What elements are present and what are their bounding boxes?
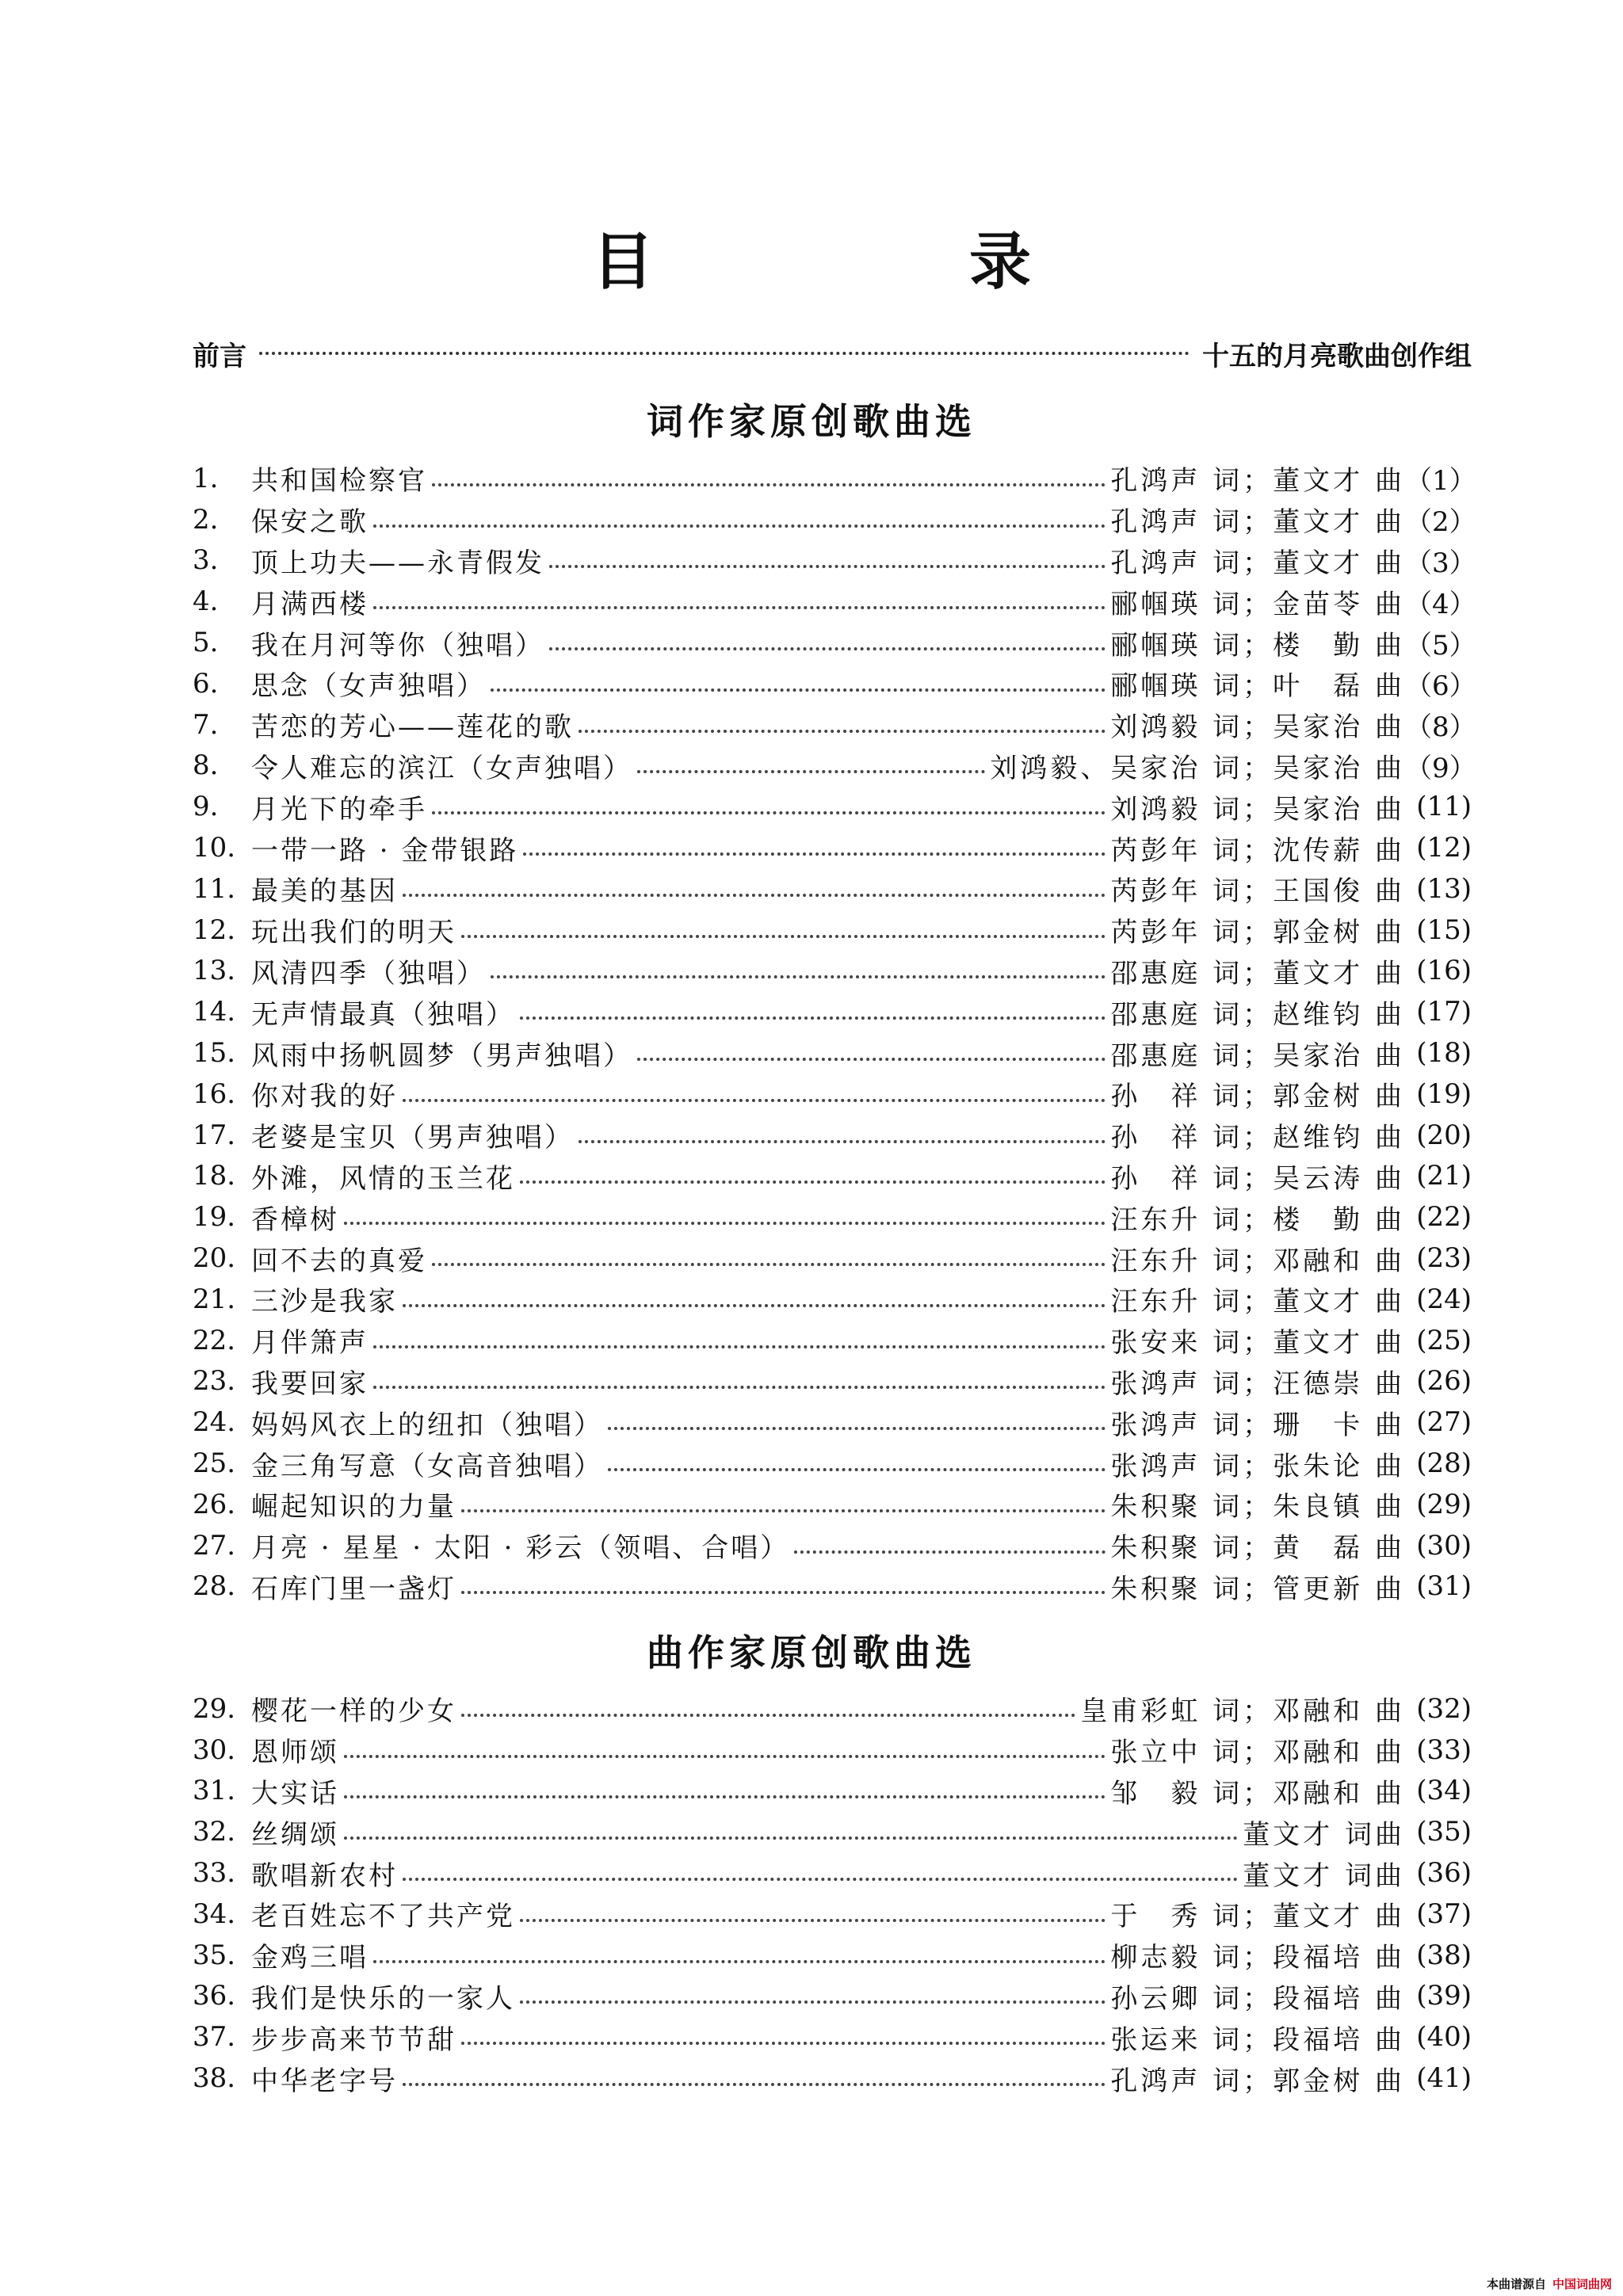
leader-dots bbox=[373, 524, 1106, 528]
entry-title: 月光下的牵手 bbox=[251, 793, 427, 826]
entry-title: 风清四季（独唱） bbox=[251, 957, 486, 990]
leader-dots bbox=[403, 1878, 1238, 1881]
entry-number: 2. bbox=[193, 503, 219, 536]
leader-dots bbox=[259, 352, 1190, 355]
entry-author: 孔鸿声 词；董文才 曲 bbox=[1110, 465, 1405, 498]
entry-title: 玩出我们的明天 bbox=[251, 917, 456, 949]
entry-author: 郦帼瑛 词；楼 勤 曲 bbox=[1110, 629, 1405, 662]
toc-entry[interactable] bbox=[193, 458, 1476, 499]
toc-entry[interactable] bbox=[193, 581, 1476, 622]
entry-title: 恩师颂 bbox=[251, 1737, 339, 1769]
entry-author: 于 秀 词；董文才 曲 bbox=[1110, 1901, 1405, 1933]
entry-page: (40) bbox=[1416, 2021, 1472, 2054]
leader-dots bbox=[520, 1180, 1106, 1184]
toc-entry[interactable] bbox=[193, 1115, 1472, 1156]
entry-page: (36) bbox=[1416, 1857, 1472, 1890]
entry-title: 金三角写意（女高音独唱） bbox=[251, 1450, 603, 1482]
entry-page: (27) bbox=[1416, 1406, 1472, 1439]
entry-author: 孙 祥 词；赵维钧 曲 bbox=[1110, 1122, 1405, 1154]
entry-number: 18. bbox=[193, 1160, 236, 1192]
entry-page: （3） bbox=[1405, 547, 1476, 579]
toc-entry[interactable] bbox=[193, 1976, 1472, 2017]
toc-entry[interactable] bbox=[193, 1894, 1472, 1935]
entry-number: 35. bbox=[193, 1939, 236, 1971]
toc-entry[interactable] bbox=[193, 786, 1472, 827]
entry-title: 一带一路 · 金带银路 bbox=[251, 834, 519, 867]
entry-author: 孙云卿 词；段福培 曲 bbox=[1110, 1982, 1405, 2015]
entry-title: 妈妈风衣上的纽扣（独唱） bbox=[251, 1409, 603, 1441]
entry-title: 外滩，风情的玉兰花 bbox=[251, 1162, 515, 1195]
leader-dots bbox=[403, 1304, 1106, 1307]
entry-title: 歌唱新农村 bbox=[251, 1859, 398, 1892]
entry-number: 8. bbox=[193, 749, 219, 782]
toc-entry[interactable] bbox=[193, 1852, 1472, 1894]
leader-dots bbox=[549, 647, 1106, 650]
leader-dots bbox=[461, 1509, 1106, 1512]
entry-number: 11. bbox=[193, 872, 236, 905]
entry-page: (13) bbox=[1416, 872, 1472, 905]
entry-number: 6. bbox=[193, 667, 219, 700]
toc-entry[interactable] bbox=[193, 1156, 1472, 1197]
leader-dots bbox=[637, 770, 985, 773]
entry-number: 25. bbox=[193, 1447, 236, 1480]
entry-title: 丝绸颂 bbox=[251, 1818, 339, 1851]
entry-title: 石库门里一盏灯 bbox=[251, 1573, 456, 1605]
toc-entry[interactable] bbox=[193, 1402, 1472, 1443]
entry-title: 我们是快乐的一家人 bbox=[251, 1982, 515, 2015]
footer-brand[interactable]: 中国词曲网 bbox=[1552, 2277, 1612, 2291]
entry-number: 32. bbox=[193, 1816, 236, 1848]
entry-author: 朱积聚 词；管更新 曲 bbox=[1110, 1573, 1405, 1605]
toc-entry[interactable] bbox=[193, 868, 1472, 910]
section-heading-composers: 曲作家原创歌曲选 bbox=[647, 1631, 976, 1674]
leader-dots bbox=[344, 1795, 1106, 1798]
entry-author: 朱积聚 词；黄 磊 曲 bbox=[1110, 1532, 1405, 1565]
leader-dots bbox=[461, 935, 1106, 938]
entry-title: 令人难忘的滨江（女声独唱） bbox=[251, 752, 632, 784]
entry-author: 芮彭年 词；王国俊 曲 bbox=[1110, 875, 1405, 908]
entry-number: 9. bbox=[193, 791, 219, 823]
toc-entry[interactable] bbox=[193, 1771, 1472, 1812]
toc-entry[interactable] bbox=[193, 1730, 1472, 1771]
entry-title: 共和国检察官 bbox=[251, 465, 427, 498]
toc-entry[interactable] bbox=[193, 1032, 1472, 1074]
leader-dots bbox=[403, 1099, 1106, 1102]
entry-page: (38) bbox=[1416, 1939, 1472, 1971]
entry-title: 步步高来节节甜 bbox=[251, 2023, 456, 2056]
entry-author: 张运来 词；段福培 曲 bbox=[1110, 2023, 1405, 2056]
entry-title: 顶上功夫——永青假发 bbox=[251, 547, 544, 579]
page-title: 目 录 bbox=[591, 227, 1158, 298]
entry-author: 董文才 词曲 bbox=[1243, 1818, 1405, 1851]
entry-number: 34. bbox=[193, 1897, 236, 1930]
entry-title: 月伴箫声 bbox=[251, 1327, 369, 1360]
entry-author: 董文才 词曲 bbox=[1243, 1859, 1405, 1892]
entry-title: 三沙是我家 bbox=[251, 1286, 398, 1318]
entry-author: 孙 祥 词；吴云涛 曲 bbox=[1110, 1162, 1405, 1195]
entry-page: (17) bbox=[1416, 996, 1472, 1028]
toc-entry[interactable] bbox=[193, 1811, 1472, 1852]
entry-author: 朱积聚 词；朱良镇 曲 bbox=[1110, 1491, 1405, 1524]
entry-title: 老百姓忘不了共产党 bbox=[251, 1901, 515, 1933]
entry-author: 张安来 词；董文才 曲 bbox=[1110, 1327, 1405, 1360]
entry-number: 37. bbox=[193, 2021, 236, 2054]
leader-dots bbox=[344, 1755, 1106, 1758]
entry-page: （9） bbox=[1405, 752, 1476, 784]
leader-dots bbox=[491, 975, 1106, 978]
entry-page: (16) bbox=[1416, 955, 1472, 987]
toc-entry[interactable] bbox=[193, 499, 1476, 540]
entry-number: 33. bbox=[193, 1857, 236, 1890]
entry-number: 20. bbox=[193, 1242, 236, 1275]
toc-entry[interactable] bbox=[193, 1566, 1472, 1608]
entry-page: (41) bbox=[1416, 2062, 1472, 2095]
entry-page: (29) bbox=[1416, 1488, 1472, 1520]
entry-number: 17. bbox=[193, 1119, 236, 1151]
leader-dots bbox=[373, 1345, 1106, 1348]
entry-title: 金鸡三唱 bbox=[251, 1942, 369, 1974]
entry-author: 张鸿声 词；张朱论 曲 bbox=[1110, 1450, 1405, 1482]
entry-author: 汪东升 词；楼 勤 曲 bbox=[1110, 1203, 1405, 1236]
entry-author: 汪东升 词；董文才 曲 bbox=[1110, 1286, 1405, 1318]
entry-number: 12. bbox=[193, 913, 236, 946]
entry-title: 月满西楼 bbox=[251, 588, 369, 620]
entry-page: （4） bbox=[1405, 588, 1476, 620]
leader-dots bbox=[637, 1058, 1106, 1061]
entry-page: (15) bbox=[1416, 913, 1472, 946]
leader-dots bbox=[549, 565, 1106, 568]
entry-page: (25) bbox=[1416, 1324, 1472, 1356]
entry-page: （1） bbox=[1405, 465, 1476, 498]
entry-number: 7. bbox=[193, 708, 219, 741]
entry-page: (11) bbox=[1416, 791, 1472, 823]
leader-dots bbox=[579, 1140, 1106, 1143]
entry-page: （6） bbox=[1405, 670, 1476, 703]
footer-source bbox=[1487, 2275, 1612, 2292]
entry-page: （2） bbox=[1405, 506, 1476, 539]
leader-dots bbox=[520, 1919, 1106, 1922]
entry-page: (37) bbox=[1416, 1897, 1472, 1930]
toc-entry[interactable] bbox=[193, 622, 1476, 663]
entry-author: 张鸿声 词；珊 卡 曲 bbox=[1110, 1409, 1405, 1441]
toc-entry[interactable] bbox=[193, 1484, 1472, 1525]
entry-author: 芮彭年 词；沈传薪 曲 bbox=[1110, 834, 1405, 867]
entry-page: (12) bbox=[1416, 832, 1472, 864]
entry-title: 回不去的真爱 bbox=[251, 1245, 427, 1277]
toc-entry[interactable] bbox=[193, 2058, 1472, 2099]
leader-dots bbox=[520, 2000, 1106, 2004]
toc-entry[interactable] bbox=[193, 540, 1476, 582]
toc-entry[interactable] bbox=[193, 663, 1476, 704]
toc-entry[interactable] bbox=[193, 1443, 1472, 1484]
leader-dots bbox=[373, 1386, 1106, 1389]
entry-title: 月亮 · 星星 · 太阳 · 彩云（领唱、合唱） bbox=[251, 1532, 790, 1565]
toc-list-lyricists bbox=[193, 458, 1476, 1607]
entry-page: (34) bbox=[1416, 1775, 1472, 1807]
toc-entry[interactable] bbox=[193, 1238, 1472, 1279]
entry-title: 苦恋的芳心——莲花的歌 bbox=[251, 711, 574, 744]
entry-title: 风雨中扬帆圆梦（男声独唱） bbox=[251, 1039, 632, 1072]
leader-dots bbox=[373, 606, 1106, 609]
entry-author: 刘鸿毅 词；吴家治 曲 bbox=[1110, 793, 1405, 826]
leader-dots bbox=[432, 483, 1106, 486]
entry-number: 10. bbox=[193, 832, 236, 864]
entry-number: 16. bbox=[193, 1077, 236, 1110]
entry-author: 邵惠庭 词；董文才 曲 bbox=[1110, 957, 1405, 990]
leader-dots bbox=[520, 1016, 1106, 1020]
toc-entry[interactable] bbox=[193, 1320, 1472, 1361]
entry-page: (18) bbox=[1416, 1037, 1472, 1070]
entry-title: 樱花一样的少女 bbox=[251, 1695, 456, 1728]
entry-title: 最美的基因 bbox=[251, 875, 398, 908]
entry-page: （5） bbox=[1405, 629, 1476, 662]
entry-number: 19. bbox=[193, 1201, 236, 1234]
entry-number: 26. bbox=[193, 1488, 236, 1520]
entry-number: 28. bbox=[193, 1570, 236, 1603]
entry-page: (21) bbox=[1416, 1160, 1472, 1192]
leader-dots bbox=[403, 2083, 1106, 2086]
entry-author: 孙 祥 词；郭金树 曲 bbox=[1110, 1081, 1405, 1113]
entry-page: (28) bbox=[1416, 1447, 1472, 1480]
toc-list-composers bbox=[193, 1688, 1472, 2099]
leader-dots bbox=[794, 1550, 1106, 1554]
toc-entry[interactable] bbox=[193, 1688, 1472, 1730]
leader-dots bbox=[579, 730, 1106, 733]
toc-entry[interactable] bbox=[193, 951, 1472, 992]
preface-row[interactable] bbox=[193, 331, 1472, 376]
entry-number: 15. bbox=[193, 1037, 236, 1070]
entry-number: 36. bbox=[193, 1980, 236, 2012]
entry-author: 孔鸿声 词；董文才 曲 bbox=[1110, 506, 1405, 539]
leader-dots bbox=[608, 1468, 1106, 1471]
entry-author: 芮彭年 词；郭金树 曲 bbox=[1110, 917, 1405, 949]
entry-page: (33) bbox=[1416, 1733, 1472, 1766]
entry-author: 柳志毅 词；段福培 曲 bbox=[1110, 1942, 1405, 1974]
toc-entry[interactable] bbox=[193, 1361, 1472, 1402]
entry-number: 13. bbox=[193, 955, 236, 987]
entry-title: 我在月河等你（独唱） bbox=[251, 629, 544, 662]
leader-dots bbox=[344, 1836, 1238, 1840]
toc-entry[interactable] bbox=[193, 991, 1472, 1032]
entry-page: （8） bbox=[1405, 711, 1476, 744]
entry-title: 保安之歌 bbox=[251, 506, 369, 539]
toc-entry[interactable] bbox=[193, 910, 1472, 951]
entry-number: 23. bbox=[193, 1365, 236, 1398]
entry-number: 27. bbox=[193, 1529, 236, 1562]
leader-dots bbox=[373, 1960, 1106, 1963]
toc-entry[interactable] bbox=[193, 746, 1476, 787]
entry-author: 邵惠庭 词；吴家治 曲 bbox=[1110, 1039, 1405, 1072]
footer-source-label: 本曲谱源自 bbox=[1486, 2277, 1546, 2291]
entry-number: 22. bbox=[193, 1324, 236, 1356]
entry-page: (35) bbox=[1416, 1816, 1472, 1848]
entry-number: 1. bbox=[193, 462, 219, 494]
entry-author: 汪东升 词；邓融和 曲 bbox=[1110, 1245, 1405, 1277]
entry-number: 14. bbox=[193, 996, 236, 1028]
entry-author: 张立中 词；邓融和 曲 bbox=[1110, 1737, 1405, 1769]
entry-author: 郦帼瑛 词；金苗苓 曲 bbox=[1110, 588, 1405, 620]
toc-entry[interactable] bbox=[193, 1525, 1472, 1566]
entry-number: 24. bbox=[193, 1406, 236, 1439]
entry-page: (30) bbox=[1416, 1529, 1472, 1562]
entry-author: 刘鸿毅 词；吴家治 曲 bbox=[1110, 711, 1405, 744]
leader-dots bbox=[491, 688, 1106, 692]
entry-number: 31. bbox=[193, 1775, 236, 1807]
entry-title: 我要回家 bbox=[251, 1367, 369, 1400]
entry-page: (26) bbox=[1416, 1365, 1472, 1398]
entry-author: 邹 毅 词；邓融和 曲 bbox=[1110, 1777, 1405, 1810]
entry-title: 你对我的好 bbox=[251, 1081, 398, 1113]
entry-author: 孔鸿声 词；董文才 曲 bbox=[1110, 547, 1405, 579]
toc-entry[interactable] bbox=[193, 704, 1476, 746]
entry-page: (23) bbox=[1416, 1242, 1472, 1275]
toc-entry[interactable] bbox=[193, 1196, 1472, 1238]
leader-dots bbox=[432, 1263, 1106, 1266]
entry-title: 香樟树 bbox=[251, 1203, 339, 1236]
entry-number: 30. bbox=[193, 1733, 236, 1766]
entry-author: 邵惠庭 词；赵维钧 曲 bbox=[1110, 998, 1405, 1031]
preface-author: 十五的月亮歌曲创作组 bbox=[1202, 340, 1472, 372]
leader-dots bbox=[461, 1591, 1106, 1594]
entry-page: (31) bbox=[1416, 1570, 1472, 1603]
leader-dots bbox=[461, 2042, 1106, 2045]
toc-entry[interactable] bbox=[193, 2016, 1472, 2058]
entry-title: 中华老字号 bbox=[251, 2065, 398, 2097]
entry-number: 4. bbox=[193, 585, 219, 618]
entry-title: 崛起知识的力量 bbox=[251, 1491, 456, 1524]
leader-dots bbox=[461, 1714, 1075, 1717]
preface-label: 前言 bbox=[193, 340, 246, 372]
toc-entry[interactable] bbox=[193, 1074, 1472, 1115]
section-heading-lyricists: 词作家原创歌曲选 bbox=[647, 400, 976, 443]
entry-title: 老婆是宝贝（男声独唱） bbox=[251, 1122, 574, 1154]
entry-page: (24) bbox=[1416, 1283, 1472, 1315]
entry-author: 皇甫彩虹 词；邓融和 曲 bbox=[1080, 1695, 1405, 1728]
leader-dots bbox=[523, 852, 1106, 856]
entry-page: (32) bbox=[1416, 1692, 1472, 1725]
entry-page: (19) bbox=[1416, 1077, 1472, 1110]
leader-dots bbox=[344, 1222, 1106, 1225]
entry-page: (39) bbox=[1416, 1980, 1472, 2012]
entry-number: 5. bbox=[193, 627, 219, 659]
leader-dots bbox=[432, 811, 1106, 814]
entry-page: (22) bbox=[1416, 1201, 1472, 1234]
entry-number: 3. bbox=[193, 544, 219, 577]
entry-title: 无声情最真（独唱） bbox=[251, 998, 515, 1031]
entry-author: 郦帼瑛 词；叶 磊 曲 bbox=[1110, 670, 1405, 703]
entry-title: 思念（女声独唱） bbox=[251, 670, 486, 703]
entry-number: 29. bbox=[193, 1692, 236, 1725]
entry-page: (20) bbox=[1416, 1119, 1472, 1151]
entry-author: 刘鸿毅、吴家治 词；吴家治 曲 bbox=[990, 752, 1405, 784]
entry-author: 孔鸿声 词；郭金树 曲 bbox=[1110, 2065, 1405, 2097]
toc-entry[interactable] bbox=[193, 827, 1472, 868]
leader-dots bbox=[608, 1427, 1106, 1430]
toc-entry[interactable] bbox=[193, 1935, 1472, 1976]
toc-entry[interactable] bbox=[193, 1279, 1472, 1320]
entry-number: 38. bbox=[193, 2062, 236, 2095]
entry-number: 21. bbox=[193, 1283, 236, 1315]
leader-dots bbox=[403, 894, 1106, 897]
entry-author: 张鸿声 词；汪德崇 曲 bbox=[1110, 1367, 1405, 1400]
entry-title: 大实话 bbox=[251, 1777, 339, 1810]
